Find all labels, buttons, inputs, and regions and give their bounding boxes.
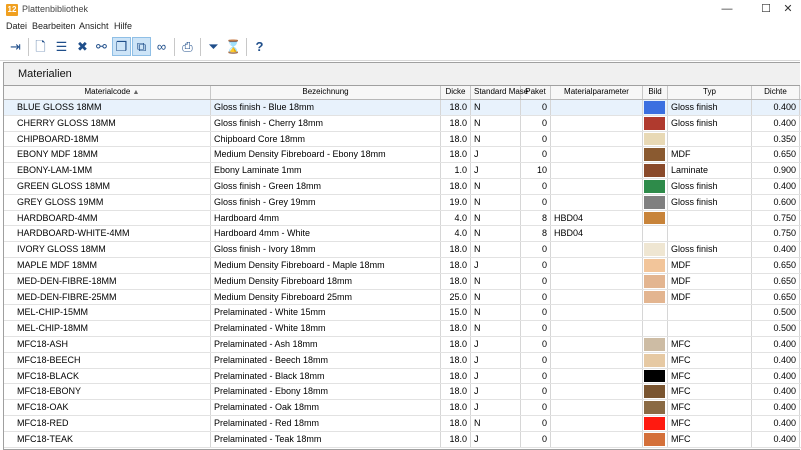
cell-materialparameter [551,432,643,447]
cell-bezeichnung: Prelaminated - Beech 18mm [211,353,441,368]
panel-header [4,63,800,86]
table-row[interactable] [4,226,801,242]
cell-bezeichnung: Prelaminated - White 15mm [211,305,441,320]
column-header-bezeichnung[interactable]: Bezeichnung [211,86,441,99]
cell-bild [643,163,668,178]
cell-bild [643,132,668,147]
cell-dicke: 1.0 [441,163,471,178]
cell-dichte: 0.650 [752,258,800,273]
title-bar [0,0,800,19]
cell-standard-mase: N [471,290,521,305]
cell-dicke: 18.0 [441,274,471,289]
column-header-standard-mase[interactable]: Standard Mase [471,86,521,99]
material-color-swatch [644,354,665,367]
cell-paket: 0 [521,400,551,415]
column-header-dicke[interactable]: Dicke [441,86,471,99]
cell-bezeichnung: Medium Density Fibreboard - Maple 18mm [211,258,441,273]
cell-dichte: 0.400 [752,400,800,415]
cell-materialparameter [551,100,643,115]
cell-bezeichnung: Medium Density Fibreboard 18mm [211,274,441,289]
material-color-swatch [644,227,665,240]
material-color-swatch [644,338,665,351]
cell-materialparameter [551,384,643,399]
cell-bild [643,242,668,257]
cell-bild [643,305,668,320]
cell-bild [643,258,668,273]
column-header-dichte[interactable]: Dichte [752,86,800,99]
cell-bild [643,226,668,241]
cell-materialparameter [551,179,643,194]
material-color-swatch [644,101,665,114]
cell-bild [643,353,668,368]
cell-bezeichnung: Gloss finish - Cherry 18mm [211,116,441,131]
table-row[interactable] [4,400,801,416]
table-row[interactable] [4,337,801,353]
cell-standard-mase: J [471,432,521,447]
table-row[interactable] [4,258,801,274]
cell-materialcode: HARDBOARD-WHITE-4MM [14,226,211,241]
material-color-swatch [644,148,665,161]
cell-bezeichnung: Hardboard 4mm [211,211,441,226]
cell-materialcode: BLUE GLOSS 18MM [14,100,211,115]
window-title: Plattenbibliothek [22,4,89,14]
cell-bezeichnung: Hardboard 4mm - White [211,226,441,241]
close-button[interactable]: ✕ [783,3,793,15]
cell-paket: 0 [521,353,551,368]
column-header-materialcode[interactable]: Materialcode ▲ [14,86,211,99]
cell-standard-mase: N [471,132,521,147]
cell-materialcode: MEL-CHIP-15MM [14,305,211,320]
cell-bild [643,400,668,415]
cell-typ: Gloss finish [668,116,752,131]
cell-bezeichnung: Prelaminated - White 18mm [211,321,441,336]
table-row[interactable] [4,274,801,290]
cell-bezeichnung: Prelaminated - Oak 18mm [211,400,441,415]
cell-bezeichnung: Medium Density Fibreboard - Ebony 18mm [211,147,441,162]
cell-bild [643,337,668,352]
panel-title: Materialien [18,68,72,80]
column-header-paket[interactable]: Paket [521,86,551,99]
cell-dicke: 18.0 [441,258,471,273]
table-row[interactable] [4,369,801,385]
cell-dichte: 0.400 [752,242,800,257]
cell-standard-mase: J [471,337,521,352]
cell-bild [643,274,668,289]
cell-standard-mase: J [471,258,521,273]
delete-icon[interactable]: ✖ [77,39,88,54]
cell-typ: Gloss finish [668,195,752,210]
cell-dichte: 0.400 [752,432,800,447]
cell-dichte: 0.750 [752,226,800,241]
cell-paket: 10 [521,163,551,178]
cell-paket: 0 [521,290,551,305]
menu-hilfe[interactable]: Hilfe [114,21,133,31]
cell-bezeichnung: Prelaminated - Ash 18mm [211,337,441,352]
cell-bezeichnung: Prelaminated - Ebony 18mm [211,384,441,399]
cell-bezeichnung: Prelaminated - Teak 18mm [211,432,441,447]
cell-dicke: 18.0 [441,353,471,368]
cell-standard-mase: J [471,384,521,399]
cell-standard-mase: J [471,369,521,384]
cell-dichte: 0.650 [752,274,800,289]
cell-dichte: 0.400 [752,416,800,431]
cell-typ [668,226,752,241]
cell-standard-mase: J [471,147,521,162]
cell-materialparameter [551,290,643,305]
cell-materialcode: MFC18-EBONY [14,384,211,399]
cell-dicke: 19.0 [441,195,471,210]
exit-icon[interactable]: ⇥ [10,39,21,54]
cell-paket: 0 [521,337,551,352]
minimize-button[interactable]: — [721,3,733,15]
cell-standard-mase: J [471,353,521,368]
cell-dichte: 0.400 [752,369,800,384]
table-row[interactable] [4,416,801,432]
cell-paket: 0 [521,242,551,257]
cell-materialparameter [551,337,643,352]
material-color-swatch [644,243,665,256]
cell-bezeichnung: Medium Density Fibreboard 25mm [211,290,441,305]
table-row[interactable] [4,353,801,369]
cell-materialcode: MFC18-BLACK [14,369,211,384]
cell-bild [643,195,668,210]
cell-dicke: 18.0 [441,321,471,336]
cell-bild [643,384,668,399]
cell-standard-mase: N [471,416,521,431]
material-color-swatch [644,417,665,430]
cell-typ [668,305,752,320]
column-header-bild[interactable]: Bild [643,86,668,99]
cell-typ: MFC [668,384,752,399]
material-color-swatch [644,259,665,272]
table-row[interactable] [4,290,801,306]
cell-materialcode: CHERRY GLOSS 18MM [14,116,211,131]
cell-materialcode: MED-DEN-FIBRE-25MM [14,290,211,305]
cell-paket: 8 [521,226,551,241]
cell-materialparameter [551,274,643,289]
cell-paket: 0 [521,432,551,447]
table-row[interactable] [4,147,801,163]
toolbar-separator [174,38,175,56]
cell-standard-mase: N [471,179,521,194]
toolbar-separator [246,38,247,56]
material-color-swatch [644,133,665,146]
cell-standard-mase: N [471,321,521,336]
cell-typ: MFC [668,353,752,368]
cell-standard-mase: N [471,100,521,115]
table-row[interactable] [4,100,801,116]
cell-materialparameter [551,132,643,147]
cell-paket: 0 [521,321,551,336]
cell-standard-mase: N [471,211,521,226]
cell-materialcode: MFC18-OAK [14,400,211,415]
cell-dichte: 0.500 [752,305,800,320]
filter-icon[interactable]: ⏷ [208,39,219,54]
material-color-swatch [644,196,665,209]
table-row[interactable] [4,242,801,258]
cell-materialcode: HARDBOARD-4MM [14,211,211,226]
cell-materialcode: GREY GLOSS 19MM [14,195,211,210]
material-color-swatch [644,180,665,193]
cell-bild [643,179,668,194]
cell-materialcode: EBONY-LAM-1MM [14,163,211,178]
cell-paket: 0 [521,132,551,147]
cell-dichte: 0.400 [752,384,800,399]
menu-bearbeiten[interactable]: Bearbeiten [32,21,76,31]
cell-dicke: 18.0 [441,100,471,115]
cell-bild [643,100,668,115]
cell-standard-mase: N [471,305,521,320]
toolbar-separator [200,38,201,56]
cell-materialparameter [551,353,643,368]
material-color-swatch [644,322,665,335]
material-color-swatch [644,306,665,319]
cell-dicke: 18.0 [441,432,471,447]
cell-dichte: 0.350 [752,132,800,147]
cell-materialparameter [551,163,643,178]
cell-bezeichnung: Gloss finish - Grey 19mm [211,195,441,210]
cell-bezeichnung: Gloss finish - Blue 18mm [211,100,441,115]
cell-paket: 0 [521,147,551,162]
table-row[interactable] [4,321,801,337]
cell-typ: Gloss finish [668,179,752,194]
cell-standard-mase: N [471,116,521,131]
cell-bild [643,116,668,131]
cell-bezeichnung: Prelaminated - Black 18mm [211,369,441,384]
column-header-materialparameter[interactable]: Materialparameter [551,86,643,99]
cell-materialparameter [551,305,643,320]
cell-standard-mase: N [471,242,521,257]
sort-ascending-icon: ▲ [132,89,140,96]
cell-paket: 0 [521,416,551,431]
cell-materialcode: MFC18-BEECH [14,353,211,368]
cell-dicke: 18.0 [441,147,471,162]
material-color-swatch [644,401,665,414]
cell-paket: 0 [521,384,551,399]
cell-standard-mase: N [471,274,521,289]
cell-dichte: 0.400 [752,100,800,115]
cell-materialparameter [551,369,643,384]
cell-dichte: 0.400 [752,179,800,194]
cell-typ: MDF [668,274,752,289]
cell-typ: Gloss finish [668,100,752,115]
table-row[interactable] [4,195,801,211]
cell-dichte: 0.600 [752,195,800,210]
cell-typ [668,211,752,226]
material-color-swatch [644,275,665,288]
cell-bild [643,321,668,336]
cell-materialparameter [551,195,643,210]
cell-materialcode: MAPLE MDF 18MM [14,258,211,273]
glasses-icon[interactable]: ∞ [156,39,167,54]
cell-standard-mase: J [471,163,521,178]
cell-dichte: 0.400 [752,116,800,131]
cell-materialcode: IVORY GLOSS 18MM [14,242,211,257]
cell-dichte: 0.650 [752,290,800,305]
cell-materialparameter [551,116,643,131]
cell-bild [643,147,668,162]
cell-typ: MDF [668,147,752,162]
cell-dicke: 18.0 [441,179,471,194]
cell-dicke: 18.0 [441,337,471,352]
link-icon[interactable]: ⚯ [96,39,107,54]
cell-dicke: 18.0 [441,400,471,415]
material-color-swatch [644,370,665,383]
cell-typ: MFC [668,400,752,415]
cell-materialparameter [551,416,643,431]
cell-bezeichnung: Chipboard Core 18mm [211,132,441,147]
table-row[interactable] [4,179,801,195]
cell-materialparameter [551,258,643,273]
cell-materialcode: GREEN GLOSS 18MM [14,179,211,194]
clear-filter-icon[interactable]: ⌛ [225,39,242,54]
cell-bild [643,369,668,384]
cell-dicke: 15.0 [441,305,471,320]
cell-typ: MFC [668,416,752,431]
table-row[interactable] [4,211,801,227]
app-logo-icon: 12 [7,5,17,14]
cell-bezeichnung: Prelaminated - Red 18mm [211,416,441,431]
cell-dicke: 18.0 [441,242,471,257]
table-row[interactable] [4,432,801,448]
cell-dicke: 18.0 [441,132,471,147]
cell-typ: MFC [668,337,752,352]
cell-typ [668,132,752,147]
cell-typ: MDF [668,290,752,305]
table-row[interactable] [4,163,801,179]
new-document-icon[interactable]: 🗋 [35,39,46,54]
cell-dicke: 18.0 [441,369,471,384]
cell-bezeichnung: Gloss finish - Ivory 18mm [211,242,441,257]
cell-bild [643,211,668,226]
help-icon[interactable]: ? [255,39,264,54]
cell-bezeichnung: Gloss finish - Green 18mm [211,179,441,194]
material-color-swatch [644,212,665,225]
cell-paket: 0 [521,369,551,384]
material-color-swatch [644,164,665,177]
cell-dichte: 0.750 [752,211,800,226]
menu-datei[interactable]: Datei [6,21,28,31]
cell-dicke: 25.0 [441,290,471,305]
cell-materialcode: EBONY MDF 18MM [14,147,211,162]
cell-materialparameter: HBD04 [551,211,643,226]
cell-dicke: 18.0 [441,116,471,131]
cell-paket: 0 [521,116,551,131]
maximize-button[interactable]: ☐ [761,3,771,15]
material-color-swatch [644,117,665,130]
materials-table [4,86,801,448]
cell-dichte: 0.650 [752,147,800,162]
cell-standard-mase: J [471,400,521,415]
cell-materialcode: MFC18-RED [14,416,211,431]
table-row[interactable] [4,384,801,400]
cell-materialparameter [551,242,643,257]
cell-dichte: 0.400 [752,337,800,352]
material-color-swatch [644,291,665,304]
cell-dichte: 0.500 [752,321,800,336]
cell-typ: MFC [668,432,752,447]
toolbar [0,34,800,61]
cell-materialcode: CHIPBOARD-18MM [14,132,211,147]
cell-typ: Laminate [668,163,752,178]
cell-dicke: 4.0 [441,226,471,241]
multi-view-icon[interactable]: ⧉ [132,37,151,56]
cell-typ: MDF [668,258,752,273]
cell-bild [643,416,668,431]
material-color-swatch [644,433,665,446]
cell-paket: 0 [521,258,551,273]
cell-dichte: 0.400 [752,353,800,368]
cell-bezeichnung: Ebony Laminate 1mm [211,163,441,178]
add-row-icon[interactable]: ☰ [55,39,68,54]
menu-ansicht[interactable]: Ansicht [79,21,109,31]
cell-typ: MFC [668,369,752,384]
single-view-icon[interactable]: ❐ [112,37,131,56]
cell-materialparameter: HBD04 [551,226,643,241]
cell-typ: Gloss finish [668,242,752,257]
cell-paket: 0 [521,274,551,289]
toolbar-separator [28,38,29,56]
menu-bar [0,19,800,33]
cell-paket: 0 [521,179,551,194]
cell-standard-mase: N [471,195,521,210]
cell-bild [643,432,668,447]
cell-materialparameter [551,321,643,336]
cell-paket: 0 [521,195,551,210]
column-header-typ[interactable]: Typ [668,86,752,99]
table-row[interactable] [4,132,801,148]
cell-materialcode: MFC18-ASH [14,337,211,352]
table-row[interactable] [4,116,801,132]
print-icon[interactable]: ⎙ [182,39,193,54]
cell-paket: 0 [521,305,551,320]
cell-paket: 0 [521,100,551,115]
cell-standard-mase: N [471,226,521,241]
cell-dichte: 0.900 [752,163,800,178]
cell-materialcode: MEL-CHIP-18MM [14,321,211,336]
cell-dicke: 18.0 [441,416,471,431]
table-header [4,86,801,100]
cell-dicke: 4.0 [441,211,471,226]
cell-paket: 8 [521,211,551,226]
cell-materialcode: MED-DEN-FIBRE-18MM [14,274,211,289]
cell-materialparameter [551,147,643,162]
table-body [4,100,801,448]
material-color-swatch [644,385,665,398]
table-row[interactable] [4,305,801,321]
cell-typ [668,321,752,336]
cell-materialparameter [551,400,643,415]
cell-bild [643,290,668,305]
cell-materialcode: MFC18-TEAK [14,432,211,447]
cell-dicke: 18.0 [441,384,471,399]
